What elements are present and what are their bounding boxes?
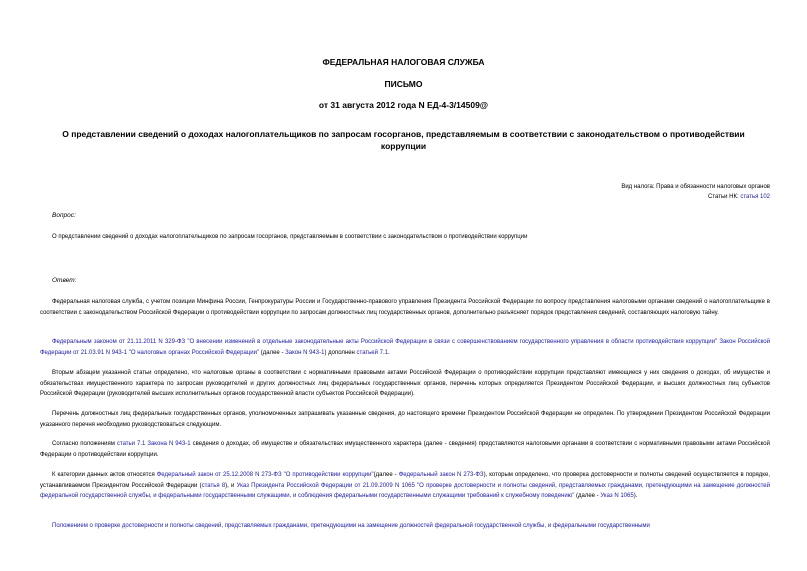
tax-type-label: Вид налога: Права и обязанности налоговых органов xyxy=(621,184,770,190)
law-943-short-link[interactable]: Закон N 943-1 xyxy=(285,349,325,356)
answer-paragraph-2: Федеральным законом от 21.11.2011 N 329-ФЗ "О внесении изменений в отдельные законодательные акты Российской Федерации в связи с совершенствованием государственного управления в области противодействия коррупции" Закон Российской Федерации от 21.03.91 N 943-1 "О налоговых органах Российской Федерации" (далее - Закон N 943-1) дополнен статьей 7.1. xyxy=(40,339,770,356)
law-329-link[interactable]: Федеральным законом от 21.11.2011 N 329-ФЗ "О внесении изменений в отдельные законодательные акты Российской Федерации в связи с совершенствованием государственного управления в области противодействия коррупции" xyxy=(52,339,718,345)
agency-heading: ФЕДЕРАЛЬНАЯ НАЛОГОВАЯ СЛУЖБА xyxy=(322,57,485,67)
law-943-link[interactable]: Закон Российской Федерации от 21.03.91 N 943-1 "О налоговых органах Российской Федерации" xyxy=(40,339,770,356)
article-7-1-law-943-link[interactable]: статьи 7.1 Закона N 943-1 xyxy=(116,441,191,447)
answer-paragraph-1: Федеральная налоговая служба, с учетом позиции Минфина России, Генпрокуратуры России и Государственно-правового управления Президента Российской Федерации по вопросу представления налоговыми органами сведений о налогоплательщике в соответствии с законодательством Российской Федерации о противодействии коррупции по запросам должностных лиц государственных органов, дополнительно разъясняет порядок представления сведений, составляющих налоговую тайну. xyxy=(40,299,770,316)
answer-paragraph-6: К категории данных актов относятся Федеральный закон от 25.12.2008 N 273-ФЗ "О противодействии коррупции"(далее - Федеральный закон N 273-ФЗ), которым определено, что проверка достоверности и полноты сведений осуществляется в порядке, устанавливаемом Президентом Российской Федерации (статья 8), и Указ Президента Российской Федерации от 21.09.2009 N 1065 "О проверке достоверности и полноты сведений, представляемых гражданами, претендующими на замещение должностей федеральной государственной службы, и федеральными государственными служащими, и соблюдения федеральными государственными служащими требований к служебному поведению" (далее - Указ N 1065). xyxy=(40,472,771,499)
decree-1065-link[interactable]: Указ Президента Российской Федерации от 21.09.2009 N 1065 "О проверке достоверности и полноты сведений, представляемых гражданами, претендующими на замещение должностей федеральной государственной службы, и федеральными государственными служащими, и соблюдения федеральными государственными служащими требований к служебному поведению" xyxy=(40,482,770,499)
answer-label: Ответ: xyxy=(52,277,77,284)
answer-paragraph-7[interactable]: Положением о проверке достоверности и полноты сведений, представляемых гражданами, претендующими на замещение должностей федеральной государственной службы, и федеральными государственными xyxy=(52,523,650,529)
answer-paragraph-4: Перечень должностных лиц федеральных государственных органов, уполномоченных запрашивать указанные сведения, до настоящего времени Президентом Российской Федерации не определен. По утверждении Президентом Российской Федерации указанного перечня необходимо руководствоваться следующим. xyxy=(40,411,770,428)
doc-date-number: от 31 августа 2012 года N ЕД-4-3/14509@ xyxy=(318,100,489,110)
law-273-link[interactable]: Федеральный закон от 25.12.2008 N 273-ФЗ "О противодействии коррупции" xyxy=(156,472,374,478)
law-273-short-link[interactable]: Федеральный закон N 273-ФЗ xyxy=(398,472,484,478)
decree-1065-short-link[interactable]: Указ N 1065 xyxy=(600,493,634,499)
doc-type-heading: ПИСЬМО xyxy=(384,79,423,89)
nk-article-link[interactable]: статья 102 xyxy=(740,194,770,200)
document-title: О представлении сведений о доходах налогоплательщиков по запросам госорганов, представляемым в соответствии с законодательством о противодействии коррупции xyxy=(62,129,745,151)
answer-paragraph-3: Вторым абзацем указанной статьи определено, что налоговые органы в соответствии с нормативными правовыми актами Российской Федерации о противодействии коррупции представляют имеющиеся у них сведения о доходах, об имуществе и обязательствах имущественного характера по запросам руководителей и других должностных лиц федеральных государственных органов, перечень которых определяется Президентом Российской Федерации, и высших должностных лиц субъектов Российской Федерации (руководителей высших исполнительных органов государственной власти субъектов Российской Федерации). xyxy=(40,370,770,397)
question-label: Вопрос: xyxy=(52,212,76,219)
article-7-1-link[interactable]: статьей 7.1 xyxy=(356,349,388,356)
article-8-link[interactable]: статья 8 xyxy=(201,482,226,489)
nk-articles xyxy=(708,192,770,202)
question-text: О представлении сведений о доходах налогоплательщиков по запросам госорганов, представляемым в соответствии с законодательством о противодействии коррупции xyxy=(52,234,528,240)
nk-prefix: Статьи НК: xyxy=(708,194,741,200)
answer-paragraph-5: Согласно положениям статьи 7.1 Закона N 943-1 сведения о доходах, об имуществе и обязательствах имущественного характера (далее - сведения) представляются налоговыми органами в соответствии с нормативными правовыми актами Российской Федерации о противодействии коррупции. xyxy=(40,441,770,458)
